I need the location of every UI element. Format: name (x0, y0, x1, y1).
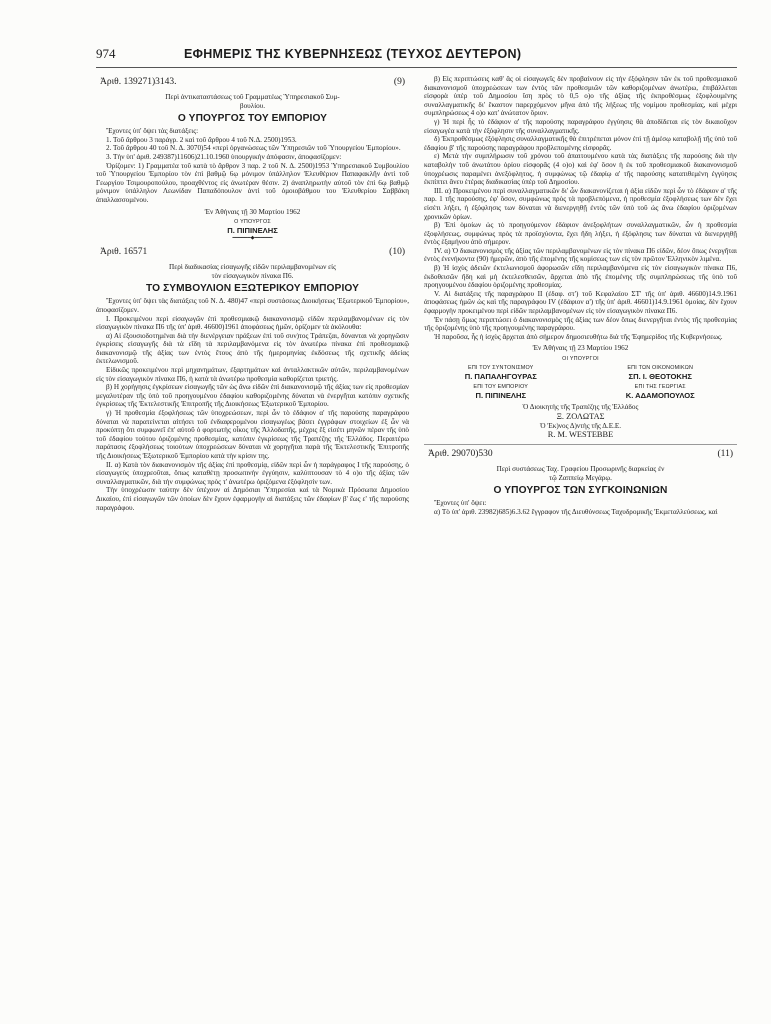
article-ref: (11) (717, 449, 733, 460)
director-title: Ὁ Ἐκ)νος Δ)ντὴς τῆς Δ.Ε.Ε. (539, 421, 622, 430)
signing-date: Ἐν Ἀθήναις τῇ 23 Μαρτίου 1962 (532, 344, 629, 353)
paragraph: β) Η χορήγησις ἐγκρίσεων εἰσαγωγῆς τῶν ὡς ἄνω εἰδῶν ἐπὶ διακανονισμῷ τῆς ἀξίας των εἰς προθεσμίαν μεγαλυτέραν τῆς ὑπὸ τοῦ προηγουμένου ἐδαφίου καθοριζομένης δύναται νὰ ἐνεργῆται κατόπιν σχετικῆς ἐγκρίσεως τῆς Ἐκτελεστικῆς Ἐπιτροπῆς τῆς Διοικήσεως Ἐξωτερικοῦ Ἐμπορίου. (96, 383, 409, 409)
article-heading: ΤΟ ΣΥΜΒΟΥΛΙΟΝ ΕΞΩΤΕΡΙΚΟΥ ΕΜΠΟΡΙΟΥ (145, 283, 360, 295)
article-subject-line: βουλίου. (239, 101, 266, 110)
paragraph: V. Αἱ διατάξεις τῆς παραγράφου ΙΙ (ἐδαφ. στ') τοῦ Κεφαλαίου ΣΤ' τῆς ὑπ' ἀριθ. 46600)14.9.1961 ἀποφάσεως ἡμῶν ὡς καὶ τῆς παραγράφου IV (ἐδάφιον α') τῆς ὑπ' ἀριθ. 46601)14.9.1961 ὁμοίας, δὲν ἔχουν ἐφαρμογὴν προκειμένου περὶ εἰδῶν περιλαμβανομένων εἰς τὸν εἰσαγωγικὸν πίνακα Π6. (424, 289, 737, 316)
signature-block (424, 362, 578, 381)
signature-name: Π. ΠΙΠΙΝΕΛΗΣ (475, 391, 527, 400)
left-column (96, 75, 409, 517)
paragraph: α) Αἱ ἐξουσιοδοτημέναι διὰ τὴν διενέργειαν πράξεων ἐπὶ τοῦ συν)τος Τράπεζαι, δύνανται νὰ χορηγῶσιν ἐγκρίσεις εἰσαγωγῆς διὰ τὰ εἴδη τὰ περιλαμβανόμενα εἰς τὸν ἀνωτέρω πίνακα ἐπὶ προθεσμιακῷ διακανονισμῷ τῆς ἀξίας των ἐντὸς ἔτους ἀπὸ τῆς ἡμερομηνίας ἐκδόσεως τῆς σχετικῆς ἀδείας ἐκτελωνισμοῦ. (96, 331, 409, 366)
paragraph: Ἔχοντες ὑπ' ὄψει τὰς διατάξεις τοῦ Ν. Δ. 480)47 «περὶ συστάσεως Διοικήσεως Ἐξωτερικοῦ Ἐμπορίου», ἀποφασίζομεν. (96, 297, 409, 314)
article-9-number-row (100, 77, 405, 87)
paragraph: 1. Τοῦ ἄρθρου 3 παράγρ. 2 καὶ τοῦ ἄρθρου 4 τοῦ Ν.Δ. 2500)1953. (106, 135, 297, 144)
signature-role: ΕΠΙ ΤΗΣ ΓΕΩΡΓΙΑΣ (634, 384, 686, 390)
bank-governor-title: Ὁ Διοικητὴς τῆς Τραπέζης τῆς Ἑλλάδος (522, 403, 639, 411)
paragraph: Ἡ παροῦσα, ἧς ἡ ἰσχὺς ἄρχεται ἀπὸ σήμερον δημοσιευθήτω διὰ τῆς Ἐφημερίδος τῆς Κυβερνήσεως. (434, 332, 723, 341)
signature-role: ΕΠΙ ΤΩΝ ΟΙΚΟΝΟΜΙΚΩΝ (627, 365, 694, 371)
paragraph: Ι. Προκειμένου περὶ εἰσαγωγῶν ἐπὶ προθεσμιακῷ διακανονισμῷ εἰδῶν περιλαμβανομένων εἰς τὸν εἰσαγωγικὸν πίνακα Π6 τῆς ὑπ' ἀριθ. 46600)1961 ἀποφάσεως ἡμῶν, ὁρίζομεν τὰ ἀκόλουθα: (96, 314, 409, 332)
signatures-grid (424, 362, 737, 400)
paragraph: β) Ἡ ἰσχὺς ἀδειῶν ἐκτελωνισμοῦ ἀφορωσῶν εἴδη περιλαμβανόμενα εἰς τὸν εἰσαγωγικὸν πίνακα Π6, ἐκδοθεισῶν ἤδη καὶ μὴ ἐκτελεσθεισῶν, ἄρχεται ἀπὸ τῆς ἐπομένης τῆς συμπληρώσεως τῆς ὑπὸ τοῦ προηγουμένου ἐδαφίου ὁριζομένης προθεσμίας. (424, 264, 737, 290)
page-header (96, 46, 737, 68)
article-number: Ἀριθ. 139271)3143. (100, 77, 177, 87)
divider (424, 444, 737, 445)
paragraph: 2. Τοῦ ἄρθρου 40 τοῦ Ν. Δ. 3070)54 «περὶ ὀργανώσεως τῶν Ὑπηρεσιῶν τοῦ Ὑπουργείου Ἐμπορίου». (106, 144, 401, 153)
article-subject-line: Περὶ διαδικασίας εἰσαγωγῆς εἰδῶν περιλαμβανομένων εἰς (169, 263, 336, 272)
article-ref: (9) (393, 77, 405, 87)
paragraph: γ) Ἡ προθεσμία ἐξοφλήσεως τῶν ὑποχρεώσεων, περὶ ὧν τὸ ἐδάφιον α' τῆς παρούσης παραγράφου δύναται νὰ παρατείνεται αἰτήσει τοῦ ἐνδιαφερομένου εἰσαγωγέως βάσει ἐγγράφων στοιχείων ἐξ ὧν νὰ προκύπτῃ ὅτι συμφωνεῖ ἐπ' αὐτοῦ ὁ φορτωτὴς οἶκος τῆς Ἀλλοδαπῆς, μέχρις ἓξ εἰσέτι μηνῶν πέραν τῆς ὑπὸ τοῦ ἐδαφίου τούτου ὁριζομένης προθεσμίας, κατόπιν ἐγκρίσεως τῆς Τραπέζης τῆς Ἑλλάδος. Περαιτέρω παράτασις ἐξοφλήσεως τοιούτων ὑποχρεώσεων δύναται νὰ χορηγῆται παρὰ τῆς Ἐκτελεστικῆς Ἐπιτροπῆς τῆς Διοικήσεως Ἐξωτερικοῦ Ἐμπορίου κατὰ τὴν κρίσιν της. (96, 409, 409, 460)
right-column (424, 75, 737, 517)
director-name: R. M. WESTEBBE (547, 430, 614, 440)
article-subject-line: τῷ Ζαππείῳ Μεγάρῳ. (549, 473, 612, 482)
signature-role: ΕΠΙ ΤΟΥ ΣΥΝΤΟΝΙΣΜΟΥ (468, 365, 534, 371)
article-subject-line: Περὶ ἀντικαταστάσεως τοῦ Γραμματέως Ὑπηρεσιακοῦ Συμ- (165, 93, 340, 101)
article-heading: Ο ΥΠΟΥΡΓΟΣ ΤΟΥ ΕΜΠΟΡΙΟΥ (177, 113, 328, 125)
paragraph: Τὴν ὑποχρέωσιν ταύτην δὲν ὑπέχουν αἱ Δημόσιαι Ὑπηρεσίαι καὶ τὰ Νομικὰ Πρόσωπα Δημοσίου Δικαίου, ἐπὶ εἰσαγωγῶν τῶν ὁποίων δὲν ἔχουν ἐφαρμογὴν αἱ διατάξεις τῶν ἐδαφίων β' ἕως ε' τῆς παρούσης παραγράφου. (96, 486, 409, 512)
article-number: Ἀριθ. 29070)530 (428, 449, 493, 460)
signature-block (424, 381, 578, 400)
paragraph: ε) Μετὰ τὴν συμπλήρωσιν τοῦ χρόνου τοῦ ἀπαιτουμένου κατὰ τὰς διατάξεις τῆς παρούσης διὰ τὴν καταβολὴν τοῦ ἀνωτάτου ὁρίου εἰσφορᾶς (4 ο)ο) καὶ ἐφ' ὅσον ἡ ἐκ τοῦ προθεσμιακοῦ διακανονισμοῦ ὑποχρέωσις παραμένει ἀνεξόφλητος, ἡ συμφώνως τῷ ἐδαφίῳ α' τῆς παρούσης κατατιθεμένη ἐγγύησις ἐκπίπτει ἄνευ ἑτέρας διαδικασίας ὑπὲρ τοῦ Δημοσίου. (424, 152, 737, 187)
section-separator: ━━━━━━◆━━━━━━ (232, 236, 273, 242)
minister-role: Ο ΥΠΟΥΡΓΟΣ (234, 219, 271, 226)
article-11-number-row (428, 449, 733, 459)
paragraph: Εἰδικῶς προκειμένου περὶ μηχανημάτων, ἐξαρτημάτων καὶ ἀνταλλακτικῶν αὐτῶν, περιλαμβανομένων εἰς τὸν εἰσαγωγικὸν πίνακα Π6, ἡ κατὰ τὰ ἀνωτέρω προθεσμία καθορίζεται τριετής. (96, 366, 409, 383)
paragraph: Ἔχοντες ὑπ' ὄψει: (434, 499, 487, 508)
paragraph: Ἐν πάσῃ ὅμως περιπτώσει ὁ διακανονισμὸς τῆς ἀξίας των δέον ὅπως διενεργῆται ἐντὸς τῆς προθεσμίας τῆς ὁριζομένης ὑπὸ τῆς προηγουμένης παραγράφου. (424, 315, 737, 333)
paragraph: IV. α) Ὁ διακανονισμὸς τῆς ἀξίας τῶν περιλαμβανομένων εἰς τὸν πίνακα Π6 εἰδῶν, δέον ὅπως ἐνεργῆται ἐντὸς ἐνενήκοντα (90) ἡμερῶν, ἀπὸ τῆς ἐπομένης τῆς κομίσεως των εἰς τὸν πρῶτον Ἑλληνικὸν λιμένα. (424, 246, 737, 264)
article-subject-line: Περὶ συστάσεως Ταχ. Γραφείου Προσωρινῆς διαρκείας ἐν (496, 465, 665, 474)
paragraph: ΙΙΙ. α) Προκειμένου περὶ συναλλαγματικῶν δι' ὧν διακανονίζεται ἡ ἀξία εἰδῶν περὶ ὧν τὸ ἐδάφιον α' τῆς παρ. 1 τῆς παρούσης, ἐφ' ὅσον, συμφώνως πρὸς τὰ προβλεπόμενα, ἡ προθεσμία ἐξοφλήσεως των δὲν ἔχει εἰσέτι λήξει, ἡ ἐξόφλησις των δύναται νὰ διενεργηθῇ ἐντὸς τῶν ὑπὸ τοῦ ὡς ἄνω ἐδαφίου ὁριζομένων χρονικῶν ὁρίων. (424, 186, 737, 221)
paragraph: 3. Τὴν ὑπ' ἀριθ. 249387)11606)21.10.1960 ὑπουργικὴν ἀπόφασιν, ἀποφασίζομεν: (106, 152, 342, 161)
paragraph: α) Τὸ ὑπ' ἀριθ. 23982)685)6.3.62 ἔγγραφον τῆς Διευθύνσεως Ταχυδρομικῆς Ἐκμεταλλεύσεως, καὶ (434, 507, 718, 516)
signature-block (584, 381, 738, 400)
article-ref: (10) (389, 247, 405, 258)
paragraph: Ὁρίζομεν: 1) Γραμματέα τοῦ κατὰ τὸ ἄρθρον 3 παρ. 2 τοῦ Ν. Δ. 2500)1953 Ὑπηρεσιακοῦ Συμβουλίου τοῦ Ὑπουργείου Ἐμπορίου τὸν ἐπὶ βαθμῷ 6ῳ μόνιμον ὑπάλληλον Ἐλευθέριον Παπαφακλῆν ἀντὶ τοῦ Γεωργίου Τσιμουροπούλου, προαχθέντος εἰς ἀνωτέραν θέσιν. 2) ἀναπληρωτὴν αὐτοῦ τὸν ἐπὶ 6ῳ βαθμῷ μόνιμον ὑπάλληλον Λεωνίδαν Παπαδόπουλον ἀντὶ τοῦ ὁμοιοβάθμου του Ἐλευθερίου Σαββάκη ἀπαλλασσομένου. (96, 161, 409, 204)
page-number: 974 (96, 46, 116, 61)
signature-block (584, 362, 738, 381)
minister-name: Π. ΠΙΠΙΝΕΛΗΣ (227, 226, 278, 236)
paragraph: ΙΙ. α) Κατὰ τὸν διακανονισμὸν τῆς ἀξίας ἐπὶ προθεσμίᾳ, εἰδῶν περὶ ὧν ἡ παράγραφος Ι τῆς παρούσης, ὁ εἰσαγωγεὺς ὑποχρεοῦται, ὅπως καταθέτῃ προσωπινὴν ἐγγύησιν, καλύπτουσαν τὸ 4 ο)ο τῆς ἀξίας τῶν συναλλαγματικῶν, διὰ τὴν συμφώνως πρὸς τ' ἀνωτέρω ὁριζόμενα ἐξόφλησίν των. (96, 460, 409, 486)
signature-name: Π. ΠΑΠΑΛΗΓΟΥΡΑΣ (464, 372, 537, 381)
paragraph: β) Ἐπὶ ὁμοίων ὡς τὸ προηγούμενον ἐδάφιον ἀνεξοφλήτων συναλλαγματικῶν, ὧν ἡ προθεσμία ἐξοφλήσεως, συμφώνως πρὸς τὰ προϊσχύοντα, ἔχει ἤδη λήξει, ἡ ἐξόφλησις των δύναται νὰ διενεργηθῇ ἐντὸς ἑξαμήνου ἀπὸ σήμερον. (424, 221, 737, 247)
paragraph: Ἔχοντες ὑπ' ὄψει τὰς διατάξεις: (106, 127, 199, 136)
two-column-body (96, 75, 737, 517)
signature-name: Κ. ΑΔΑΜΟΠΟΥΛΟΣ (625, 391, 695, 400)
article-number: Ἀριθ. 16571 (100, 247, 148, 258)
bank-governor-name: Ξ. ΖΟΛΩΤΑΣ (556, 411, 605, 421)
paragraph: δ) Ἐκπροθέσμως ἐξόφλησις συναλλαγματικῆς θὰ ἐπιτρέπεται μόνον ἐπὶ τῇ ἀμέσῳ καταβολῇ τῆς ὑπὸ τοῦ ἐδαφίου β' τῆς παρούσης παραγράφου προβλεπομένης εἰσφορᾶς. (424, 135, 737, 152)
paragraph: γ) Ἡ περὶ ἧς τὸ ἐδάφιον α' τῆς παρούσης παραγράφου ἐγγύησις θὰ ἀποδίδεται εἰς τὸν δικαιοῦχον εἰσαγωγέα κατὰ τὴν ἐξόφλησιν τῆς συναλλαγματικῆς. (424, 117, 737, 135)
article-subject-line: τὸν εἰσαγωγικὸν πίνακα Π6. (211, 271, 294, 280)
article-10-number-row (100, 247, 405, 257)
signing-date: Ἐν Ἀθήναις τῇ 30 Μαρτίου 1962 (204, 207, 301, 216)
signature-name: ΣΠ. Ι. ΘΕΟΤΟΚΗΣ (628, 372, 692, 381)
paragraph: β) Εἰς περιπτώσεις καθ' ἃς οἱ εἰσαγωγεῖς δὲν προβαίνουν εἰς τὴν ἐξόφλησιν τῶν ἐκ τοῦ προθεσμιακοῦ διακανονισμοῦ ὑποχρεώσεων των ἐντὸς τῶν προθεσμιῶν τῶν καθοριζομένων ἀνωτέρω, ἐπιβάλλεται εἰσφορὰ ὑπὲρ τοῦ Δημοσίου ἴση πρὸς τὸ 0,5 ο)ο τῆς ἀξίας τῆς ἐκπροθέσμως ἐξοφλουμένης συναλλαγματικῆς δι' ἕκαστον παρερχόμενον μῆνα ἀπὸ τῆς λήξεως τῆς νομίμου προθεσμίας, καὶ μέχρι συμπληρώσεως 4 ο)ο κατ' ἀνώτατον ὅριον. (424, 75, 737, 118)
article-heading: Ο ΥΠΟΥΡΓΟΣ ΤΩΝ ΣΥΓΚΟΙΝΩΝΙΩΝ (493, 485, 668, 497)
signature-role: ΕΠΙ ΤΟΥ ΕΜΠΟΡΙΟΥ (473, 384, 529, 390)
ministers-label: ΟΙ ΥΠΟΥΡΓΟΙ (562, 356, 599, 362)
gazette-title: ΕΦΗΜΕΡΙΣ ΤΗΣ ΚΥΒΕΡΝΗΣΕΩΣ (ΤΕΥΧΟΣ ΔΕΥΤΕΡΟΝ) (184, 47, 522, 61)
